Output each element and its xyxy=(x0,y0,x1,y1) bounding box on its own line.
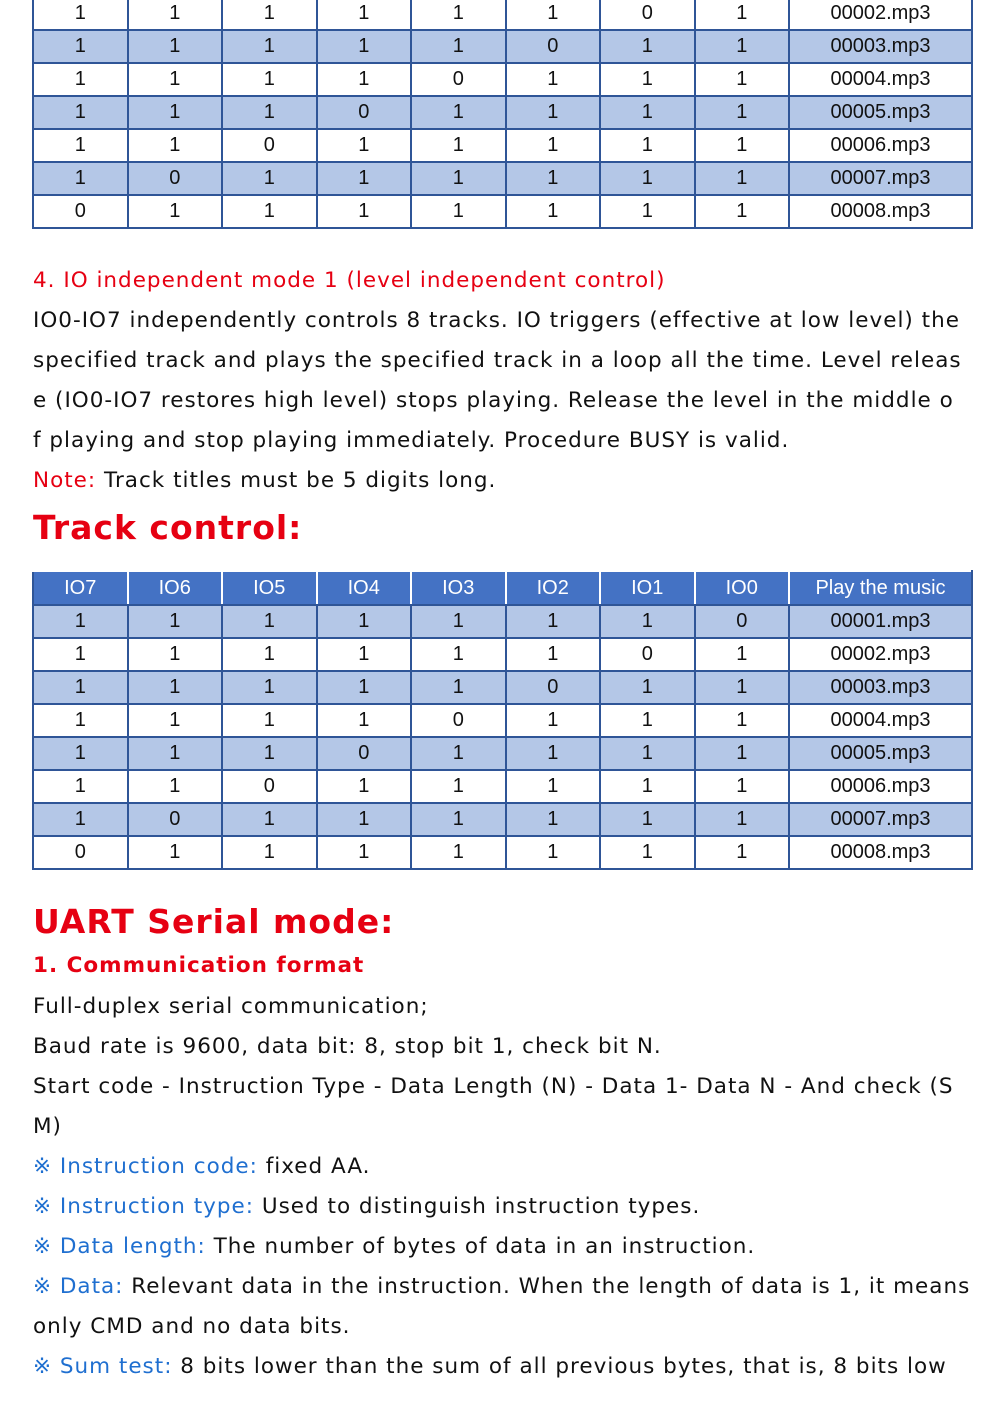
io-level-cell: 1 xyxy=(33,737,128,770)
io-level-cell: 1 xyxy=(222,836,317,869)
io-level-cell: 1 xyxy=(695,63,790,96)
io-level-cell: 1 xyxy=(411,671,506,704)
io-level-cell: 0 xyxy=(411,63,506,96)
io-level-cell: 1 xyxy=(33,803,128,836)
music-file-cell: 00002.mp3 xyxy=(789,638,972,671)
definition-text: fixed AA. xyxy=(257,1154,371,1179)
io-level-cell: 0 xyxy=(506,30,601,63)
io-level-cell: 1 xyxy=(317,195,412,228)
io-level-cell: 1 xyxy=(411,162,506,195)
io-level-cell: 1 xyxy=(128,737,223,770)
io-level-cell: 0 xyxy=(33,836,128,869)
track-control-heading: Track control: xyxy=(33,508,303,547)
definition-text: 8 bits lower than the sum of all previous bytes, that is, 8 bits low xyxy=(172,1354,947,1379)
io-level-cell: 1 xyxy=(222,63,317,96)
io-level-cell: 1 xyxy=(222,162,317,195)
io-level-cell: 1 xyxy=(600,30,695,63)
definition-text: Used to distinguish instruction types. xyxy=(254,1194,701,1219)
io-level-cell: 1 xyxy=(600,605,695,638)
table-row xyxy=(33,605,972,638)
mode4-line-2: specified track and plays the specified track in a loop all the time. Level releas xyxy=(33,348,962,373)
definition-label: ※ Sum test: xyxy=(33,1354,173,1379)
io-level-cell: 1 xyxy=(695,803,790,836)
uart-definition-line xyxy=(33,1307,978,1347)
io-level-cell: 1 xyxy=(33,162,128,195)
table-row xyxy=(33,195,972,228)
io-level-cell: 1 xyxy=(33,671,128,704)
io-level-cell: 1 xyxy=(411,30,506,63)
music-file-cell: 00006.mp3 xyxy=(789,129,972,162)
io-level-cell: 1 xyxy=(411,803,506,836)
io-level-cell: 1 xyxy=(33,0,128,30)
io-level-cell: 1 xyxy=(695,704,790,737)
note-text: Track titles must be 5 digits long. xyxy=(96,468,497,493)
io-level-cell: 1 xyxy=(506,129,601,162)
table-row xyxy=(33,770,972,803)
io-level-cell: 0 xyxy=(411,704,506,737)
uart-definition-line xyxy=(33,1147,978,1187)
io-level-cell: 1 xyxy=(222,671,317,704)
table-row xyxy=(33,836,972,869)
io-level-cell: 1 xyxy=(506,96,601,129)
io-level-cell: 1 xyxy=(128,30,223,63)
io-level-cell: 1 xyxy=(33,96,128,129)
io-level-cell: 1 xyxy=(506,770,601,803)
table-row xyxy=(33,803,972,836)
table-row xyxy=(33,638,972,671)
table-row xyxy=(33,671,972,704)
io-level-cell: 1 xyxy=(317,0,412,30)
io-level-cell: 1 xyxy=(695,671,790,704)
io-level-cell: 1 xyxy=(128,63,223,96)
io-level-cell: 1 xyxy=(506,63,601,96)
mode4-note xyxy=(33,461,978,501)
table-row xyxy=(33,737,972,770)
uart-line-1: Full-duplex serial communication; xyxy=(33,994,429,1019)
mode4-line-3: e (IO0-IO7 restores high level) stops playing. Release the level in the middle o xyxy=(33,388,954,413)
io-level-cell: 1 xyxy=(411,96,506,129)
io-level-cell: 1 xyxy=(128,704,223,737)
io-level-cell: 1 xyxy=(128,195,223,228)
io-level-cell: 1 xyxy=(128,770,223,803)
io-level-cell: 1 xyxy=(506,162,601,195)
io-level-cell: 1 xyxy=(128,836,223,869)
definition-label: ※ Data length: xyxy=(33,1234,206,1259)
music-file-cell: 00004.mp3 xyxy=(789,63,972,96)
io-level-cell: 1 xyxy=(695,96,790,129)
column-header-io: IO0 xyxy=(695,571,790,605)
definition-label: ※ Data: xyxy=(33,1274,124,1299)
io-level-cell: 1 xyxy=(411,737,506,770)
table-row xyxy=(33,704,972,737)
io-level-cell: 1 xyxy=(600,671,695,704)
uart-definition-line xyxy=(33,1227,978,1267)
uart-line-3a: Start code - Instruction Type - Data Length (N) - Data 1- Data N - And check (S xyxy=(33,1074,954,1099)
io-level-cell: 1 xyxy=(222,737,317,770)
definition-text: Relevant data in the instruction. When the length of data is 1, it means xyxy=(123,1274,971,1299)
io-level-cell: 1 xyxy=(506,638,601,671)
column-header-io: IO1 xyxy=(600,571,695,605)
io-level-cell: 1 xyxy=(317,803,412,836)
io-level-cell: 0 xyxy=(600,638,695,671)
io-level-cell: 1 xyxy=(411,638,506,671)
io-level-cell: 1 xyxy=(695,129,790,162)
io-level-cell: 1 xyxy=(411,129,506,162)
io-level-cell: 1 xyxy=(695,638,790,671)
io-level-cell: 1 xyxy=(600,836,695,869)
io-level-cell: 1 xyxy=(317,671,412,704)
io-level-cell: 1 xyxy=(695,0,790,30)
io-level-cell: 1 xyxy=(222,803,317,836)
io-level-cell: 0 xyxy=(128,162,223,195)
uart-definition-line xyxy=(33,1347,978,1387)
io-level-cell: 1 xyxy=(411,605,506,638)
io-level-cell: 1 xyxy=(222,605,317,638)
io-level-cell: 1 xyxy=(317,129,412,162)
table-row xyxy=(33,129,972,162)
io-level-cell: 1 xyxy=(600,704,695,737)
definition-text: only CMD and no data bits. xyxy=(33,1314,351,1339)
io-level-cell: 0 xyxy=(317,96,412,129)
music-file-cell: 00003.mp3 xyxy=(789,671,972,704)
io-level-cell: 1 xyxy=(222,30,317,63)
column-header-io: IO7 xyxy=(33,571,128,605)
uart-definition-line xyxy=(33,1267,978,1307)
io-level-cell: 0 xyxy=(317,737,412,770)
io-level-cell: 1 xyxy=(506,605,601,638)
io-level-cell: 1 xyxy=(600,63,695,96)
io-level-cell: 0 xyxy=(506,671,601,704)
table-row xyxy=(33,0,972,30)
io-level-cell: 0 xyxy=(33,195,128,228)
io-level-cell: 1 xyxy=(506,836,601,869)
io-level-cell: 0 xyxy=(600,0,695,30)
io-level-cell: 1 xyxy=(222,704,317,737)
io-level-cell: 1 xyxy=(317,162,412,195)
column-header-io: IO6 xyxy=(128,571,223,605)
io-level-cell: 1 xyxy=(600,96,695,129)
uart-definition-line xyxy=(33,1187,978,1227)
io-level-cell: 1 xyxy=(411,0,506,30)
io-level-cell: 1 xyxy=(600,770,695,803)
io-level-cell: 1 xyxy=(600,737,695,770)
uart-heading: UART Serial mode: xyxy=(33,902,395,941)
io-level-cell: 1 xyxy=(128,96,223,129)
io-level-cell: 0 xyxy=(695,605,790,638)
io-level-cell: 1 xyxy=(695,195,790,228)
io-level-cell: 0 xyxy=(222,770,317,803)
io-level-cell: 1 xyxy=(506,0,601,30)
io-level-cell: 1 xyxy=(695,30,790,63)
table-row xyxy=(33,96,972,129)
io-level-cell: 1 xyxy=(33,30,128,63)
io-level-cell: 1 xyxy=(600,803,695,836)
io-level-cell: 1 xyxy=(695,770,790,803)
music-file-cell: 00005.mp3 xyxy=(789,737,972,770)
mode4-line-4: f playing and stop playing immediately. Procedure BUSY is valid. xyxy=(33,428,790,453)
column-header-io: IO3 xyxy=(411,571,506,605)
uart-line-2: Baud rate is 9600, data bit: 8, stop bit 1, check bit N. xyxy=(33,1034,662,1059)
io-level-cell: 1 xyxy=(506,195,601,228)
mode4-title: 4. IO independent mode 1 (level independent control) xyxy=(33,268,666,293)
io-level-cell: 1 xyxy=(33,638,128,671)
mode4-line-1: IO0-IO7 independently controls 8 tracks. IO triggers (effective at low level) the xyxy=(33,308,960,333)
definition-label: ※ Instruction code: xyxy=(33,1154,258,1179)
note-label: Note: xyxy=(33,468,97,493)
io-level-cell: 1 xyxy=(695,162,790,195)
music-file-cell: 00008.mp3 xyxy=(789,195,972,228)
definition-label: ※ Instruction type: xyxy=(33,1194,255,1219)
io-level-cell: 1 xyxy=(411,195,506,228)
io-level-cell: 1 xyxy=(411,770,506,803)
io-level-cell: 1 xyxy=(317,836,412,869)
io-level-cell: 1 xyxy=(411,836,506,869)
io-level-cell: 1 xyxy=(506,737,601,770)
io-level-cell: 1 xyxy=(128,129,223,162)
io-level-cell: 1 xyxy=(33,605,128,638)
column-header-io: IO4 xyxy=(317,571,412,605)
music-file-cell: 00003.mp3 xyxy=(789,30,972,63)
io-level-cell: 1 xyxy=(317,605,412,638)
io-level-cell: 1 xyxy=(222,638,317,671)
top-track-table xyxy=(32,0,973,229)
column-header-music: Play the music xyxy=(789,571,972,605)
track-control-table xyxy=(32,570,973,870)
io-level-cell: 0 xyxy=(128,803,223,836)
column-header-io: IO5 xyxy=(222,571,317,605)
io-level-cell: 1 xyxy=(506,803,601,836)
io-level-cell: 1 xyxy=(317,30,412,63)
music-file-cell: 00007.mp3 xyxy=(789,803,972,836)
table-row xyxy=(33,30,972,63)
music-file-cell: 00007.mp3 xyxy=(789,162,972,195)
io-level-cell: 1 xyxy=(600,129,695,162)
io-level-cell: 1 xyxy=(600,162,695,195)
io-level-cell: 1 xyxy=(128,638,223,671)
io-level-cell: 1 xyxy=(33,63,128,96)
io-level-cell: 1 xyxy=(317,638,412,671)
io-level-cell: 0 xyxy=(222,129,317,162)
io-level-cell: 1 xyxy=(695,737,790,770)
io-level-cell: 1 xyxy=(222,195,317,228)
table-row xyxy=(33,162,972,195)
music-file-cell: 00005.mp3 xyxy=(789,96,972,129)
music-file-cell: 00004.mp3 xyxy=(789,704,972,737)
io-level-cell: 1 xyxy=(128,0,223,30)
io-level-cell: 1 xyxy=(222,0,317,30)
io-level-cell: 1 xyxy=(600,195,695,228)
io-level-cell: 1 xyxy=(33,129,128,162)
io-level-cell: 1 xyxy=(317,770,412,803)
io-level-cell: 1 xyxy=(506,704,601,737)
io-level-cell: 1 xyxy=(222,96,317,129)
io-level-cell: 1 xyxy=(317,704,412,737)
music-file-cell: 00002.mp3 xyxy=(789,0,972,30)
io-level-cell: 1 xyxy=(128,605,223,638)
io-level-cell: 1 xyxy=(317,63,412,96)
music-file-cell: 00006.mp3 xyxy=(789,770,972,803)
table-row xyxy=(33,63,972,96)
music-file-cell: 00008.mp3 xyxy=(789,836,972,869)
io-level-cell: 1 xyxy=(33,704,128,737)
uart-line-3b: M) xyxy=(33,1114,62,1139)
io-level-cell: 1 xyxy=(128,671,223,704)
io-level-cell: 1 xyxy=(695,836,790,869)
io-level-cell: 1 xyxy=(33,770,128,803)
column-header-io: IO2 xyxy=(506,571,601,605)
definition-text: The number of bytes of data in an instruction. xyxy=(205,1234,756,1259)
music-file-cell: 00001.mp3 xyxy=(789,605,972,638)
uart-subheading: 1. Communication format xyxy=(33,953,365,978)
